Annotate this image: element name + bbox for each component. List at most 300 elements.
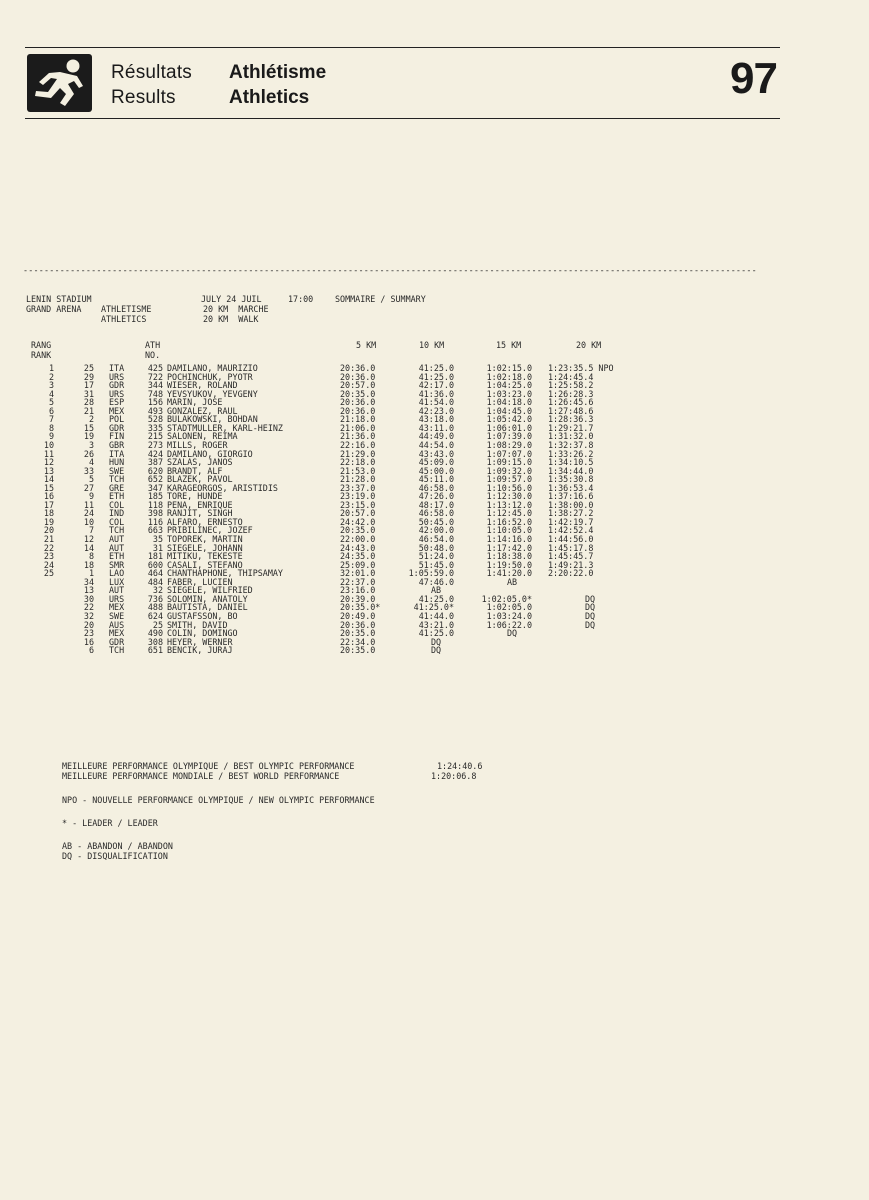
cell-ath-no: 493 [147, 405, 163, 416]
cell-rank: 19 [43, 516, 54, 527]
cell-nation: ESP [109, 397, 125, 408]
cell-lane: 23 [83, 628, 94, 639]
cell-time-5km: 20:35.0 [340, 645, 376, 656]
cell-ath-no: 118 [147, 499, 163, 510]
cell-nation: LUX [109, 576, 125, 587]
cell-ath-no: 663 [147, 525, 163, 536]
cell-time-15km: 1:13:12.0 [486, 499, 532, 510]
cell-ath-no: 347 [147, 482, 163, 493]
cell-time-10km: 46:58.0 [418, 482, 454, 493]
cell-athlete-name: BENCIK, JURAJ [167, 645, 233, 656]
cell-rank: 4 [48, 388, 54, 399]
event-time: 17:00 [288, 294, 314, 304]
cell-time-20km: 1:42:52.4 [548, 525, 594, 536]
cell-rank: 3 [48, 380, 54, 391]
cell-athlete-name: POCHINCHUK, PYOTR [167, 371, 253, 382]
cell-time-20km: 1:23:35.5 NPO [548, 363, 614, 373]
cell-rank: 11 [43, 448, 54, 459]
cell-time-5km: 32:01.0 [340, 568, 376, 579]
cell-time-10km: 43:11.0 [418, 422, 454, 433]
cell-athlete-name: BLAZEK, PAVOL [167, 474, 233, 485]
cell-lane: 28 [83, 397, 94, 408]
cell-athlete-name: DAMILANO, MAURIZIO [167, 363, 258, 373]
cell-time-5km: 22:00.0 [340, 534, 376, 544]
cell-time-10km: 41:36.0 [418, 388, 454, 399]
title-sport-en: Athletics [229, 87, 310, 108]
cell-time-10km: 43:21.0 [418, 619, 454, 630]
col-header-rank: RANK [31, 350, 52, 360]
cell-athlete-name: WIESER, ROLAND [167, 380, 238, 391]
cell-nation: AUT [109, 534, 125, 544]
cell-time-15km: 1:02:05.0* [481, 593, 532, 604]
col-header-10km: 10 KM [419, 340, 445, 350]
cell-nation: FIN [109, 431, 125, 442]
cell-time-5km: 20:35.0* [340, 602, 381, 613]
cell-athlete-name: BULAKOWSKI, BOHDAN [167, 414, 258, 425]
cell-lane: 10 [83, 516, 94, 527]
cell-rank: 17 [43, 499, 54, 510]
cell-time-15km: 1:04:25.0 [486, 380, 532, 391]
cell-time-20km: 2:20:22.0 [548, 568, 594, 579]
cell-rank: 13 [43, 465, 54, 476]
cell-nation: AUT [109, 585, 125, 596]
note-ab: AB - ABANDON / ABANDON [62, 841, 173, 851]
cell-time-15km: 1:02:15.0 [486, 363, 532, 373]
cell-rank: 10 [43, 439, 54, 450]
cell-time-10km: 42:23.0 [418, 405, 454, 416]
cell-time-20km: 1:24:45.4 [548, 371, 594, 382]
cell-time-20km: DQ [584, 619, 596, 630]
cell-time-20km: 1:26:45.6 [548, 397, 594, 408]
cell-time-10km: 41:25.0 [418, 363, 454, 373]
cell-time-10km: 48:17.0 [418, 499, 454, 510]
note-dq: DQ - DISQUALIFICATION [62, 851, 168, 861]
cell-time-5km: 20:35.0 [340, 388, 376, 399]
cell-ath-no: 464 [147, 568, 163, 579]
cell-lane: 7 [88, 525, 94, 536]
cell-time-5km: 23:16.0 [340, 585, 376, 596]
col-header-no: NO. [145, 350, 161, 360]
dashed-separator: -------------------------------------------------------------------------------------------------------------------------------------------- [23, 265, 757, 275]
title-results-fr: Résultats [111, 62, 193, 83]
cell-rank: 7 [48, 414, 54, 425]
cell-time-20km: 1:29:21.7 [548, 422, 594, 433]
cell-nation: GDR [109, 380, 125, 391]
cell-time-15km: 1:02:18.0 [486, 371, 532, 382]
cell-ath-no: 652 [147, 474, 163, 485]
cell-ath-no: 620 [147, 465, 163, 476]
cell-time-10km: 50:45.0 [418, 516, 454, 527]
cell-time-10km: 41:25.0 [418, 371, 454, 382]
cell-time-5km: 20:36.0 [340, 397, 376, 408]
cell-nation: MEX [109, 405, 125, 416]
cell-athlete-name: PENA, ENRIQUE [167, 499, 233, 510]
cell-lane: 14 [83, 542, 94, 553]
note-npo: NPO - NOUVELLE PERFORMANCE OLYMPIQUE / NEW OLYMPIC PERFORMANCE [62, 795, 375, 805]
cell-ath-no: 215 [147, 431, 163, 442]
cell-time-15km: 1:09:57.0 [486, 474, 532, 485]
cell-lane: 24 [83, 508, 94, 519]
cell-lane: 2 [88, 414, 94, 425]
cell-time-20km: DQ [584, 593, 596, 604]
cell-lane: 25 [83, 363, 94, 373]
cell-athlete-name: STADTMULLER, KARL-HEINZ [167, 422, 283, 433]
cell-rank: 5 [48, 397, 54, 408]
cell-ath-no: 335 [147, 422, 163, 433]
cell-time-5km: 24:43.0 [340, 542, 376, 553]
cell-time-5km: 20:57.0 [340, 380, 376, 391]
cell-ath-no: 344 [147, 380, 163, 391]
cell-time-10km: 51:24.0 [418, 551, 454, 562]
cell-athlete-name: TOPOREK, MARTIN [167, 534, 243, 544]
cell-time-10km: 43:43.0 [418, 448, 454, 459]
cell-time-10km: 46:54.0 [418, 534, 454, 544]
cell-athlete-name: GONZALEZ, RAUL [167, 405, 238, 416]
cell-athlete-name: PRIBILINEC, JOZEF [167, 525, 253, 536]
col-header-15km: 15 KM [496, 340, 522, 350]
cell-time-15km: 1:02:05.0 [486, 602, 532, 613]
cell-rank: 20 [43, 525, 54, 536]
cell-athlete-name: SZALAS, JANOS [167, 457, 233, 468]
cell-time-15km: 1:07:39.0 [486, 431, 532, 442]
cell-time-5km: 24:42.0 [340, 516, 376, 527]
cell-time-20km: 1:45:45.7 [548, 551, 594, 562]
cell-time-20km: 1:35:30.8 [548, 474, 594, 485]
title-results-en: Results [111, 87, 176, 108]
cell-ath-no: 736 [147, 593, 163, 604]
cell-rank: 6 [48, 405, 54, 416]
cell-athlete-name: SIEGELE, JOHANN [167, 542, 243, 553]
cell-time-20km: 1:44:56.0 [548, 534, 594, 544]
cell-time-20km: 1:37:16.6 [548, 491, 594, 502]
cell-time-10km: 47:26.0 [418, 491, 454, 502]
cell-rank: 1 [48, 363, 54, 373]
cell-rank: 23 [43, 551, 54, 562]
cell-nation: COL [109, 499, 125, 510]
best-world-value: 1:20:06.8 [431, 771, 477, 781]
cell-time-5km: 23:15.0 [340, 499, 376, 510]
cell-athlete-name: MITIKU, TEKESTE [167, 551, 243, 562]
cell-time-20km: DQ [584, 602, 596, 613]
cell-time-5km: 25:09.0 [340, 559, 376, 570]
cell-time-20km: DQ [584, 610, 596, 621]
cell-lane: 33 [83, 465, 94, 476]
cell-time-15km: 1:06:01.0 [486, 422, 532, 433]
cell-time-15km: 1:17:42.0 [486, 542, 532, 553]
cell-time-20km: 1:26:28.3 [548, 388, 594, 399]
cell-ath-no: 31 [152, 542, 163, 553]
cell-lane: 17 [83, 380, 94, 391]
cell-athlete-name: CASALI, STEFANO [167, 559, 243, 570]
cell-time-10km: 1:05:59.0 [408, 568, 454, 579]
cell-time-15km: 1:09:32.0 [486, 465, 532, 476]
col-header-ath: ATH [145, 340, 161, 350]
cell-time-15km: 1:05:42.0 [486, 414, 532, 425]
event-name-en: 20 KM WALK [203, 314, 259, 324]
cell-nation: AUS [109, 619, 125, 630]
cell-ath-no: 488 [147, 602, 163, 613]
cell-lane: 26 [83, 448, 94, 459]
cell-nation: GDR [109, 636, 125, 647]
cell-time-15km: 1:08:29.0 [486, 439, 532, 450]
cell-time-20km: 1:25:58.2 [548, 380, 594, 391]
cell-nation: AUT [109, 542, 125, 553]
cell-time-15km: 1:06:22.0 [486, 619, 532, 630]
cell-time-5km: 21:36.0 [340, 431, 376, 442]
cell-time-10km: AB [430, 585, 442, 596]
cell-nation: SWE [109, 465, 125, 476]
cell-ath-no: 624 [147, 610, 163, 621]
cell-time-20km: 1:36:53.4 [548, 482, 594, 493]
cell-nation: TCH [109, 474, 125, 485]
cell-athlete-name: HEYER, WERNER [167, 636, 233, 647]
cell-time-10km: 41:25.0 [418, 593, 454, 604]
cell-ath-no: 722 [147, 371, 163, 382]
cell-time-10km: 44:54.0 [418, 439, 454, 450]
cell-time-5km: 20:36.0 [340, 405, 376, 416]
cell-lane: 13 [83, 585, 94, 596]
cell-lane: 16 [83, 636, 94, 647]
cell-time-15km: 1:16:52.0 [486, 516, 532, 527]
cell-time-15km: 1:41:20.0 [486, 568, 532, 579]
cell-nation: HUN [109, 457, 125, 468]
cell-time-20km: 1:38:00.0 [548, 499, 594, 510]
cell-athlete-name: MARIN, JOSE [167, 397, 223, 408]
cell-time-15km: 1:09:15.0 [486, 457, 532, 468]
cell-athlete-name: ALFARO, ERNESTO [167, 516, 243, 527]
cell-nation: IND [109, 508, 125, 519]
cell-lane: 18 [83, 559, 94, 570]
cell-time-5km: 20:49.0 [340, 610, 376, 621]
cell-time-20km: 1:38:27.2 [548, 508, 594, 519]
cell-athlete-name: SALONEN, REIMA [167, 431, 238, 442]
cell-ath-no: 273 [147, 439, 163, 450]
cell-athlete-name: GUSTAFSSON, BO [167, 610, 238, 621]
cell-time-15km: 1:04:18.0 [486, 397, 532, 408]
cell-rank: 24 [43, 559, 54, 570]
cell-time-20km: 1:34:44.0 [548, 465, 594, 476]
cell-ath-no: 387 [147, 457, 163, 468]
cell-rank: 16 [43, 491, 54, 502]
header-bottom-rule [25, 118, 780, 119]
cell-time-20km: 1:34:10.5 [548, 457, 594, 468]
cell-nation: POL [109, 414, 125, 425]
cell-time-10km: 42:00.0 [418, 525, 454, 536]
cell-athlete-name: TORE, HUNDE [167, 491, 223, 502]
cell-rank: 2 [48, 371, 54, 382]
venue-line-1: LENIN STADIUM [26, 294, 92, 304]
cell-time-20km: 1:45:17.8 [548, 542, 594, 553]
cell-time-10km: 41:25.0 [418, 628, 454, 639]
cell-athlete-name: CHANTHAPHONE, THIPSAMAY [167, 568, 283, 579]
cell-time-15km: AB [506, 576, 518, 587]
cell-athlete-name: RANJIT, SINGH [167, 508, 233, 519]
best-olympic-value: 1:24:40.6 [437, 761, 483, 771]
cell-time-5km: 20:36.0 [340, 363, 376, 373]
cell-lane: 4 [88, 457, 94, 468]
cell-lane: 21 [83, 405, 94, 416]
cell-ath-no: 484 [147, 576, 163, 587]
cell-time-20km: 1:42:19.7 [548, 516, 594, 527]
table-row [0, 646, 700, 656]
cell-lane: 30 [83, 593, 94, 604]
cell-time-5km: 23:37.0 [340, 482, 376, 493]
cell-time-10km: 44:49.0 [418, 431, 454, 442]
cell-time-20km: 1:28:36.3 [548, 414, 594, 425]
results-table [0, 364, 700, 754]
cell-time-5km: 20:36.0 [340, 619, 376, 630]
cell-lane: 5 [88, 474, 94, 485]
cell-time-10km: 43:18.0 [418, 414, 454, 425]
header-top-rule [25, 47, 780, 48]
cell-lane: 34 [83, 576, 94, 587]
cell-nation: URS [109, 371, 125, 382]
cell-nation: URS [109, 388, 125, 399]
cell-rank: 21 [43, 534, 54, 544]
cell-time-10km: 41:54.0 [418, 397, 454, 408]
cell-time-20km: 1:49:21.3 [548, 559, 594, 570]
cell-lane: 1 [88, 568, 94, 579]
cell-lane: 20 [83, 619, 94, 630]
best-olympic-label: MEILLEURE PERFORMANCE OLYMPIQUE / BEST OLYMPIC PERFORMANCE [62, 761, 355, 771]
cell-nation: ITA [109, 448, 125, 459]
cell-ath-no: 424 [147, 448, 163, 459]
cell-nation: ITA [109, 363, 125, 373]
cell-nation: LAO [109, 568, 125, 579]
cell-time-5km: 21:53.0 [340, 465, 376, 476]
cell-ath-no: 35 [152, 534, 163, 544]
cell-nation: URS [109, 593, 125, 604]
cell-nation: GDR [109, 422, 125, 433]
cell-time-10km: 45:09.0 [418, 457, 454, 468]
cell-lane: 22 [83, 602, 94, 613]
cell-rank: 12 [43, 457, 54, 468]
cell-nation: SMR [109, 559, 125, 570]
cell-time-10km: DQ [430, 636, 442, 647]
cell-ath-no: 528 [147, 414, 163, 425]
summary-label: SOMMAIRE / SUMMARY [335, 294, 426, 304]
cell-nation: SWE [109, 610, 125, 621]
cell-time-15km: DQ [506, 628, 518, 639]
cell-nation: ETH [109, 551, 125, 562]
cell-time-15km: 1:03:24.0 [486, 610, 532, 621]
cell-time-20km: 1:33:26.2 [548, 448, 594, 459]
cell-time-10km: 42:17.0 [418, 380, 454, 391]
cell-athlete-name: YEVSYUKOV, YEVGENY [167, 388, 258, 399]
cell-lane: 15 [83, 422, 94, 433]
cell-ath-no: 185 [147, 491, 163, 502]
cell-time-5km: 24:35.0 [340, 551, 376, 562]
cell-nation: MEX [109, 628, 125, 639]
cell-rank: 18 [43, 508, 54, 519]
cell-athlete-name: MILLS, ROGER [167, 439, 228, 450]
event-name-fr: 20 KM MARCHE [203, 304, 269, 314]
cell-time-15km: 1:10:56.0 [486, 482, 532, 493]
cell-athlete-name: SIEGELE, WILFRIED [167, 585, 253, 596]
cell-ath-no: 651 [147, 645, 163, 656]
cell-time-20km: 1:27:48.6 [548, 405, 594, 416]
cell-rank: 14 [43, 474, 54, 485]
cell-time-10km: 45:11.0 [418, 474, 454, 485]
cell-nation: ETH [109, 491, 125, 502]
cell-time-5km: 21:29.0 [340, 448, 376, 459]
cell-nation: MEX [109, 602, 125, 613]
cell-time-5km: 21:06.0 [340, 422, 376, 433]
cell-time-15km: 1:18:38.0 [486, 551, 532, 562]
cell-rank: 22 [43, 542, 54, 553]
cell-time-5km: 21:18.0 [340, 414, 376, 425]
cell-time-5km: 20:57.0 [340, 508, 376, 519]
cell-time-15km: 1:19:50.0 [486, 559, 532, 570]
cell-time-10km: 46:58.0 [418, 508, 454, 519]
page-number: 97 [730, 54, 777, 103]
cell-lane: 8 [88, 551, 94, 562]
note-leader: * - LEADER / LEADER [62, 818, 158, 828]
cell-time-15km: 1:12:30.0 [486, 491, 532, 502]
cell-ath-no: 425 [147, 363, 163, 373]
cell-time-5km: 20:39.0 [340, 593, 376, 604]
cell-lane: 12 [83, 534, 94, 544]
cell-ath-no: 490 [147, 628, 163, 639]
cell-athlete-name: SOLOMIN, ANATOLY [167, 593, 248, 604]
cell-athlete-name: SMITH, DAVID [167, 619, 228, 630]
cell-time-5km: 22:34.0 [340, 636, 376, 647]
cell-time-10km: 41:44.0 [418, 610, 454, 621]
cell-ath-no: 181 [147, 551, 163, 562]
title-sport-fr: Athlétisme [229, 62, 327, 83]
cell-time-15km: 1:04:45.0 [486, 405, 532, 416]
cell-lane: 29 [83, 371, 94, 382]
cell-time-15km: 1:14:16.0 [486, 534, 532, 544]
cell-time-5km: 20:35.0 [340, 525, 376, 536]
col-header-rang: RANG [31, 340, 52, 350]
cell-athlete-name: FABER, LUCIEN [167, 576, 233, 587]
cell-time-5km: 22:18.0 [340, 457, 376, 468]
cell-time-5km: 20:35.0 [340, 628, 376, 639]
cell-rank: 9 [48, 431, 54, 442]
cell-ath-no: 308 [147, 636, 163, 647]
cell-time-5km: 20:36.0 [340, 371, 376, 382]
cell-athlete-name: KARAGEORGOS, ARISTIDIS [167, 482, 278, 493]
cell-ath-no: 116 [147, 516, 163, 527]
cell-nation: TCH [109, 645, 125, 656]
cell-ath-no: 748 [147, 388, 163, 399]
cell-ath-no: 32 [152, 585, 163, 596]
cell-lane: 31 [83, 388, 94, 399]
col-header-20km: 20 KM [576, 340, 602, 350]
cell-time-20km: 1:32:37.8 [548, 439, 594, 450]
runner-pictogram-icon [27, 54, 92, 112]
cell-ath-no: 156 [147, 397, 163, 408]
event-date: JULY 24 JUIL [201, 294, 262, 304]
cell-time-10km: 50:48.0 [418, 542, 454, 553]
venue-line-2: GRAND ARENA [26, 304, 82, 314]
cell-lane: 11 [83, 499, 94, 510]
cell-ath-no: 25 [152, 619, 163, 630]
cell-time-5km: 21:28.0 [340, 474, 376, 485]
cell-time-15km: 1:10:05.0 [486, 525, 532, 536]
cell-nation: TCH [109, 525, 125, 536]
cell-athlete-name: BRANDT, ALF [167, 465, 223, 476]
cell-lane: 27 [83, 482, 94, 493]
cell-lane: 9 [88, 491, 94, 502]
cell-nation: GBR [109, 439, 125, 450]
sport-en: ATHLETICS [101, 314, 147, 324]
cell-time-15km: 1:07:07.0 [486, 448, 532, 459]
cell-rank: 8 [48, 422, 54, 433]
cell-time-10km: DQ [430, 645, 442, 656]
col-header-5km: 5 KM [356, 340, 377, 350]
